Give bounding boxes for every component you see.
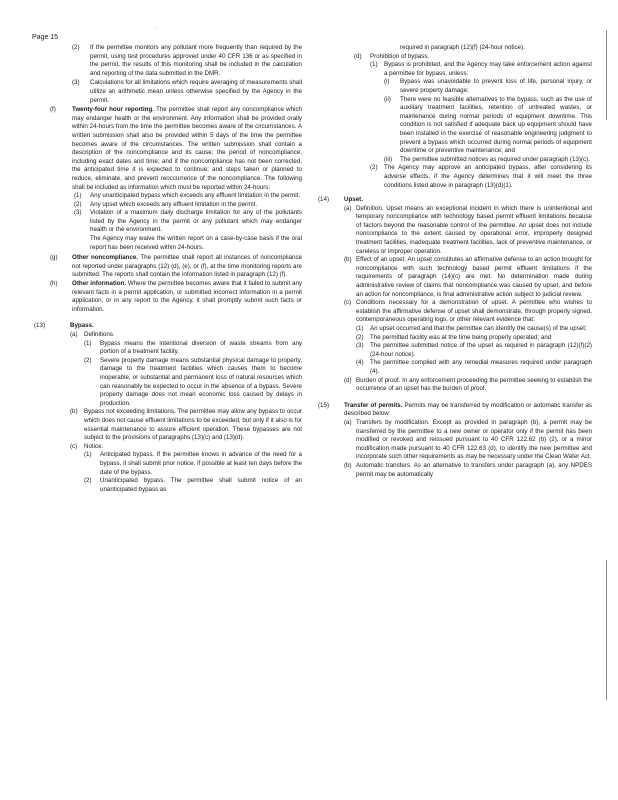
sub-14d: [344, 377, 592, 394]
sub-13b: [70, 408, 302, 442]
sub-label: (3): [74, 209, 82, 217]
page-number: Page 15: [32, 34, 59, 41]
sub-14a: [344, 205, 592, 257]
sub-label: (a): [344, 418, 352, 426]
sub-label: (1): [84, 339, 92, 347]
item-c3: [30, 79, 302, 105]
sub-text: An upset occurred and that the permittee can identify the cause(s) of the upset;: [370, 325, 587, 332]
sub-13d1i: [384, 78, 592, 95]
sub-text: The permittee submitted notices as required under paragraph (13)(c).: [400, 155, 590, 163]
sub-label: (1): [370, 61, 378, 69]
sub-text: Bypass not exceeding limitations. The permittee may allow any bypass to occur which does not cause effluent limitations to be exceeded, but only if it also is for essential maintenance to assure efficient operation. These bypasses are not subject to the provisions of paragraphs (13)(c) and (13)(d).: [84, 408, 302, 442]
sub-13c: [70, 443, 302, 495]
section-title: Transfer of permits.: [344, 401, 403, 409]
sub-label: (a): [70, 331, 78, 338]
scan-mark: -: [155, 25, 157, 31]
section-title: Bypass.: [70, 322, 94, 330]
section-text: The permittee shall report any noncompliance which may endanger health or the environment. Any information shall be provided orally within 24-hours from the time the permittee becomes aware of the circumstances. A written submission shall also be provided within 5 days of the time the permittee becomes aware of the circumstances. The written submission shall contain a description of the noncompliance and its cause; the period of noncompliance, including exact dates and time; and if the noncompliance has not been corrected, the anticipated time it is expected to continue; and steps taken or planned to reduce, eliminate, and prevent reoccurrence of the noncompliance. The following shall be included as information which must be reported within 24-hours:: [72, 106, 303, 191]
sub-14c1: [356, 325, 592, 334]
sub-text: Notice.: [84, 442, 104, 450]
sub-f1: [72, 192, 302, 201]
sub-text: Automatic transfers. As an alternative to transfers under paragraph (a), any NPDES permit may be automatically: [356, 461, 592, 478]
sub-label: (ii): [384, 95, 391, 103]
sub-text: Prohibition of bypass.: [370, 52, 430, 60]
section-text: The permittee shall report all instances of noncompliance not reported under paragraphs (12) (d), (e), or (f), at the time monitoring reports are submitted. The reports shall contain the information listed in paragraph (12) (f).: [72, 254, 302, 279]
section-title: Other noncompliance.: [72, 254, 139, 262]
sub-13a2: [84, 357, 302, 409]
sub-label: (b): [344, 461, 352, 469]
item-label: (2): [72, 44, 80, 51]
sub-13d2: [370, 164, 592, 190]
sub-label: (b): [344, 256, 352, 264]
sub-label: (1): [356, 325, 364, 332]
scan-edge-mark: [606, 30, 607, 120]
section-text: Permits may be transferred by modification or automatic transfer as described below:: [344, 401, 592, 418]
section-14: [318, 196, 592, 394]
sub-text: Bypass means the intentional diversion of waste streams from any portion of a treatment facility.: [100, 339, 302, 356]
sub-text: The permitted facility was at the time being properly operated; and: [370, 333, 552, 341]
item-c2: [30, 44, 302, 78]
sub-13c2: [84, 477, 302, 494]
item-text: Calculations for all limitations which require averaging of measurements shall utilize an arithmetic mean unless otherwise specified by the Agency in the permit.: [90, 79, 302, 104]
sub-text: The permittee submitted notice of the upset as required in paragraph (12)(f)(2) (24-hour notice).: [370, 342, 592, 358]
section-label: (h): [50, 280, 58, 288]
sub-text: Transfers by modification. Except as provided in paragraph (b), a permit may be transferred by the permittee to a new owner or operator only if the permit has been modified or revoked and reissued pursuant to 40 CFR 122.62 (b) (2), or a minor modification made pursuant to 40 CFR 122.63 (d), to identify the new permittee and incorporate such other requirements as may be necessary under the Clean Water Act.: [356, 418, 592, 461]
sub-label: (4): [356, 359, 364, 367]
continued-text: [318, 44, 592, 53]
section-label: (15): [318, 401, 330, 409]
sub-text: Effect of an upset. An upset constitutes an affirmative defense to an action brought for noncompliance with such technology based permit effluent limitations if the requirements of paragraph (14)(c) are met. No determination made during administrative review of claims that noncompliance was caused by upset, and before an action for noncompliance, is final administrative action subject to judicial review.: [356, 256, 592, 298]
section-g: [30, 254, 302, 280]
continued-line: required in paragraph (12)(f) (24-hour notice).: [400, 44, 525, 51]
sub-15a: [344, 419, 592, 462]
sub-label: (1): [74, 192, 82, 200]
sub-14c: [344, 299, 592, 376]
sub-text: Any unanticipated bypass which exceeds any effluent limitation in the permit.: [90, 192, 301, 200]
sub-14c3: [356, 342, 592, 359]
sub-label: (d): [344, 376, 352, 384]
section-f: [30, 106, 302, 252]
sub-f3: [72, 209, 302, 252]
sub-text: Definition. Upset means an exceptional incident in which there is unintentional and temporary noncompliance with technology based permit effluent limitations because of factors beyond the reasonable control of the permittee. An upset does not include noncompliance to the extent caused by operational error, improperly designed treatment facilities, inadequate treatment facilities, lack of preventive maintenance, or careless or improper operation.: [356, 204, 592, 255]
sub-text: Unanticipated bypass. The permittee shall submit notice of an unanticipated bypass as: [100, 477, 302, 493]
scan-edge-mark-lower: [606, 560, 607, 700]
section-title: Upset.: [344, 196, 363, 204]
sub-label: (c): [344, 299, 352, 307]
sub-label: (3): [356, 342, 364, 350]
sub-label: (2): [84, 356, 92, 364]
item-label: (3): [72, 79, 80, 87]
sub-label: (1): [84, 451, 92, 459]
sub-label: (c): [70, 442, 78, 450]
sub-label: (2): [84, 477, 92, 485]
sub-label: (d): [354, 52, 362, 60]
section-13: [30, 322, 302, 494]
section-label: (13): [34, 322, 46, 330]
sub-text: Severe property damage means substantial physical damage to property, damage to the treatment facilities which causes them to become inoperable, or substantial and permanent loss of natural resources which can reasonably be expected to occur in the absence of a bypass. Severe property damage does not mean economic loss caused by delays in production.: [100, 356, 302, 407]
section-label: (14): [318, 196, 330, 204]
waiver-text: The Agency may waive the written report on a case-by-case basis if the oral report has been received within 24-hours.: [90, 235, 302, 251]
sub-label: (b): [70, 408, 78, 416]
sub-13d1: [370, 61, 592, 164]
sub-label: (iii): [384, 155, 393, 163]
left-column: [30, 44, 302, 494]
sub-text: Bypass was unavoidable to prevent loss of life, personal injury, or severe property damage;: [400, 78, 592, 94]
sub-text: Burden of proof. In any enforcement proceeding the permittee seeking to establish the occurrence of an upset has the burden of proof.: [356, 376, 592, 393]
sub-14c4: [356, 359, 592, 376]
sub-label: (2): [356, 333, 364, 341]
item-text: If the permittee monitors any pollutant more frequently than required by the permit, using test procedures approved under 40 CFR 136 or as specified in the permit, the results of this monitoring shall be included in the calculation and reporting of the data submitted in the DMR.: [90, 44, 302, 77]
section-title: Other information.: [72, 280, 127, 288]
sub-13d: [318, 53, 592, 191]
sub-14b: [344, 256, 592, 299]
sub-text: The Agency may approve an anticipated bypass, after considering its adverse effects, if the Agency determines that it will meet the three conditions listed above in paragraph (13)(d)(1).: [384, 164, 592, 189]
sub-text: Conditions necessary for a demonstration of upset. A permittee who wishes to establish the affirmative defense of upset shall demonstrate, through properly signed, contemporaneous operating logs, or other relevant evidence that:: [356, 299, 592, 324]
sub-label: (2): [370, 164, 378, 172]
sub-15b: [344, 462, 592, 479]
section-label: (f): [50, 106, 56, 114]
sub-13d1ii: [384, 96, 592, 156]
sub-text: Definitions.: [84, 331, 115, 338]
sub-label: (i): [384, 78, 390, 86]
sub-text: Bypass is prohibited, and the Agency may take enforcement action against a permittee for bypass, unless:: [384, 61, 592, 77]
section-15: [318, 402, 592, 479]
sub-text: Any upset which exceeds any effluent limitation in the permit.: [90, 200, 258, 208]
sub-label: (2): [74, 200, 82, 208]
section-label: (g): [50, 254, 58, 262]
sub-label: (a): [344, 204, 352, 212]
sub-text: There were no feasible alternatives to the bypass, such as the use of auxiliary treatment facilities, retention of untreated wastes, or maintenance during normal periods of equipment downtime. This condition is not satisfied if adequate back up equipment should have been installed in the exercise of reasonable engineering judgment to prevent a bypass which occurred during normal periods of equipment downtime or preventive maintenance; and: [400, 95, 592, 155]
section-h: [30, 280, 302, 314]
right-column: [318, 44, 592, 479]
sub-text: Violation of a maximum daily discharge limitation for any of the pollutants listed by the Agency in the permit or any pollutant which may endanger health or the environment.: [90, 209, 302, 234]
sub-13d1iii: [384, 156, 592, 165]
sub-text: The permittee complied with any remedial measures required under paragraph (4).: [370, 359, 592, 375]
sub-13a1: [84, 340, 302, 357]
section-title: Twenty-four hour reporting.: [72, 106, 154, 114]
sub-f2: [72, 201, 302, 210]
sub-13a: [70, 331, 302, 408]
sub-13c1: [84, 451, 302, 477]
section-text: Where the permittee becomes aware that it failed to submit any relevant facts in a permit application, or submitted incorrect information in a permit application, or in any report to the Agency, it shall promptly submit such facts or information.: [72, 280, 303, 313]
sub-text: Anticipated bypass. If the permittee knows in advance of the need for a bypass, it shall submit prior notice, if possible at least ten days before the date of the bypass.: [100, 451, 302, 476]
sub-14c2: [356, 334, 592, 343]
